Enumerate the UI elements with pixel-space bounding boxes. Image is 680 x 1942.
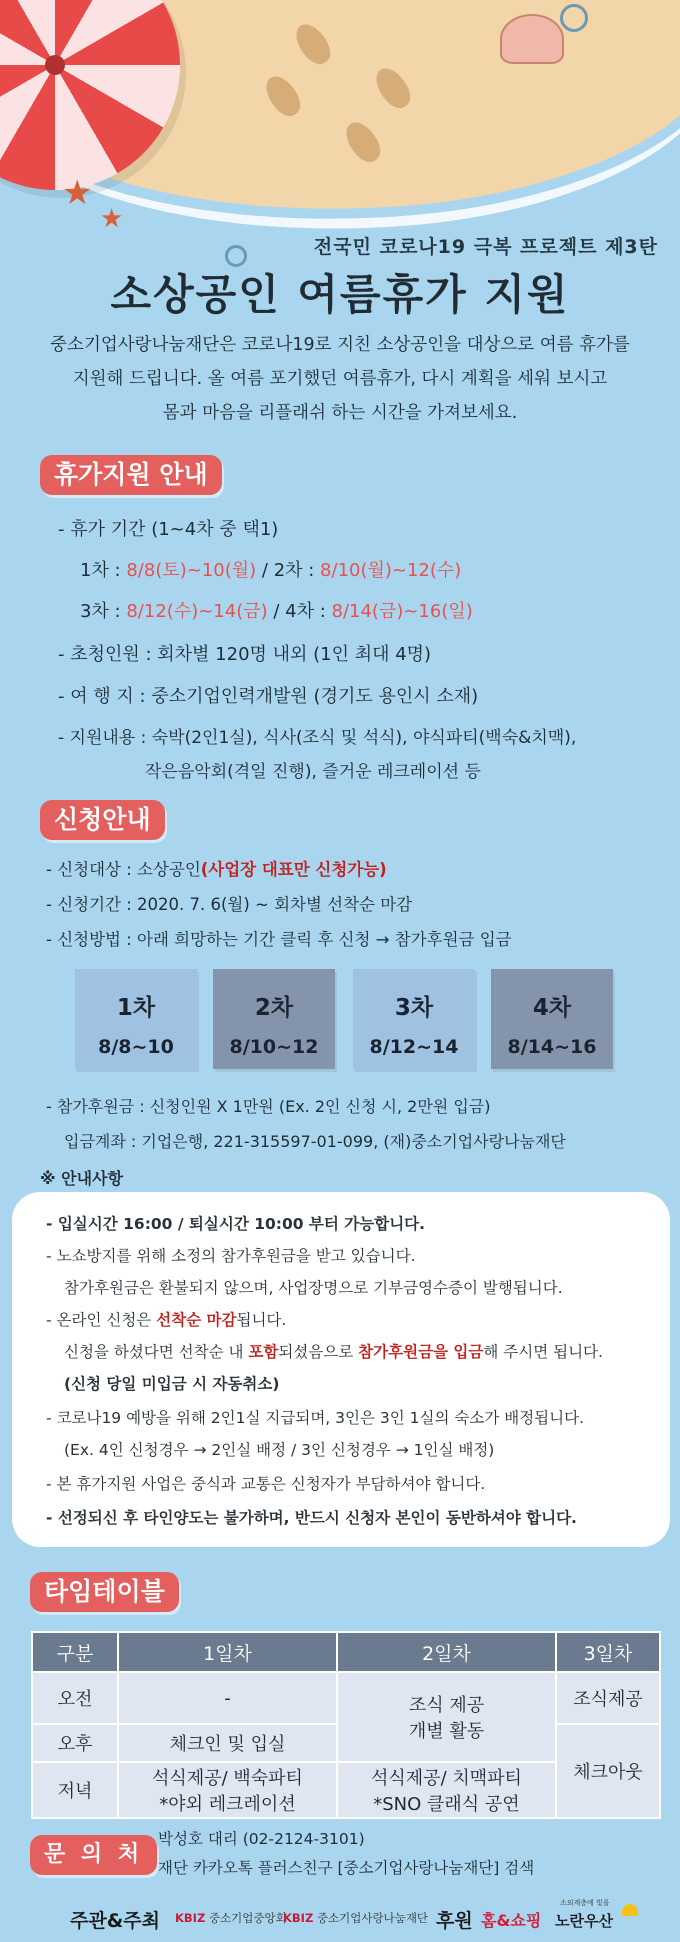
row-header: 오후	[32, 1724, 118, 1762]
column-header: 2일차	[337, 1632, 556, 1672]
round-dates: 8/14(금)~16(일)	[331, 601, 473, 622]
notice-text: - 온라인 신청은	[46, 1311, 157, 1329]
invite-count: - 초청인원 : 회차별 120명 내외 (1인 최대 4명)	[58, 644, 432, 665]
notice-item: - 노쇼방지를 위해 소정의 참가후원금을 받고 있습니다.	[46, 1247, 416, 1265]
contact-kakao: 재단 카카오톡 플러스친구 [중소기업사랑나눔재단] 검색	[158, 1859, 535, 1877]
host-org-2	[283, 1910, 428, 1926]
table-row	[32, 1632, 660, 1672]
page-title: 소상공인 여름휴가 지원	[110, 270, 570, 319]
timetable-heading: 타임테이블	[30, 1572, 179, 1612]
yellow-umbrella-logo: 노란우산	[555, 1912, 613, 1930]
notice-emphasis: 포함	[248, 1343, 279, 1361]
table-cell: 체크아웃	[556, 1724, 660, 1818]
support-heading: 휴가지원 안내	[40, 455, 222, 495]
round-name: 2차	[254, 995, 294, 1021]
round-dates: 8/12(수)~14(금)	[126, 601, 268, 622]
cell-line: 석식제공/ 치맥파티	[371, 1768, 522, 1789]
apply-target-label: - 신청대상 : 소상공인	[46, 860, 201, 879]
support-content: - 지원내용 : 숙박(2인1실), 식사(조식 및 석식), 야식파티(백숙&치맥),	[58, 728, 577, 748]
table-cell: -	[118, 1672, 337, 1724]
apply-fee: - 참가후원금 : 신청인원 X 1만원 (Ex. 2인 신청 시, 2만원 입금)	[46, 1097, 491, 1116]
intro-line: 중소기업사랑나눔재단은 코로나19로 지친 소상공인을 대상으로 여름 휴가를	[50, 335, 630, 355]
notice-item	[46, 1308, 286, 1330]
notice-item: - 코로나19 예방을 위해 2인1실 지급되며, 3인은 3인 1실의 숙소가 배정됩니다.	[46, 1409, 585, 1427]
period-label: - 휴가 기간 (1~4차 중 택1)	[58, 519, 279, 540]
starfish-icon: ★	[100, 204, 124, 234]
cell-line: 개별 활동	[408, 1721, 485, 1742]
cell-line: *야외 레크레이션	[159, 1794, 296, 1815]
kbiz-logo: KBIZ	[175, 1911, 206, 1925]
footer	[0, 1890, 680, 1942]
notice-text: 되셨음으로	[278, 1343, 359, 1361]
round-dates: 8/8~10	[98, 1036, 174, 1058]
table-cell: 조식제공	[556, 1672, 660, 1724]
intro-line: 지원해 드립니다. 올 여름 포기했던 여름휴가, 다시 계획을 세워 보시고	[72, 369, 608, 389]
round-dates: 8/14~16	[507, 1036, 597, 1058]
table-cell: 체크인 및 입실	[118, 1724, 337, 1762]
org-name: 중소기업사랑나눔재단	[316, 1911, 429, 1925]
snail-shell-icon	[560, 4, 588, 32]
round-name: 4차	[532, 995, 572, 1021]
notice-emphasis: 선착순 마감	[156, 1311, 237, 1329]
round-label: / 2차 :	[256, 560, 321, 581]
notice-box	[12, 1192, 670, 1547]
sponsor-label: 후원	[436, 1910, 473, 1932]
column-header: 3일차	[556, 1632, 660, 1672]
round-3-button[interactable]	[353, 969, 475, 1069]
round-label: 3차 :	[80, 601, 127, 622]
round-dates: 8/10~12	[229, 1036, 319, 1058]
round-label: 1차 :	[80, 560, 127, 581]
round-4-button[interactable]	[491, 969, 613, 1069]
rounds-row-2	[80, 597, 473, 623]
apply-heading: 신청안내	[40, 800, 165, 840]
notice-item: 참가후원금은 환불되지 않으며, 사업장명으로 기부금영수증이 발행됩니다.	[64, 1279, 563, 1297]
intro-line: 몸과 마음을 리플래쉬 하는 시간을 가져보세요.	[162, 403, 518, 423]
round-name: 3차	[394, 995, 434, 1021]
notice-item: - 선정되신 후 타인양도는 불가하며, 반드시 신청자 본인이 동반하셔야 합니다.	[46, 1509, 577, 1527]
intro-text	[0, 328, 680, 430]
starfish-icon: ★	[62, 173, 93, 213]
notice-item: (신청 당일 미입금 시 자동취소)	[64, 1375, 280, 1393]
notice-item	[64, 1340, 603, 1362]
round-1-button[interactable]	[75, 969, 197, 1069]
notice-emphasis: 참가후원금을 입금	[358, 1343, 484, 1361]
apply-target	[46, 856, 387, 880]
cell-line: 조식 제공	[408, 1695, 485, 1716]
rounds-row-1	[80, 556, 461, 582]
apply-target-note: (사업장 대표만 신청가능)	[200, 860, 387, 879]
host-label: 주관&주최	[70, 1910, 160, 1932]
bank-account: 입금계좌 : 기업은행, 221-315597-01-099, (재)중소기업사랑나눔재단	[64, 1132, 566, 1151]
org-name: 중소기업중앙회	[208, 1911, 287, 1925]
row-header: 저녁	[32, 1762, 118, 1818]
apply-period: - 신청기간 : 2020. 7. 6(월) ~ 회차별 선착순 마감	[46, 895, 413, 914]
cell-line: 석식제공/ 백숙파티	[152, 1768, 303, 1789]
table-row	[32, 1672, 660, 1724]
round-label: / 4차 :	[267, 601, 332, 622]
homeshopping-logo: 홈&쇼핑	[481, 1911, 542, 1930]
table-cell	[337, 1762, 556, 1818]
notice-text: 됩니다.	[236, 1311, 287, 1329]
kbiz-logo: KBIZ	[283, 1911, 314, 1925]
column-header: 1일차	[118, 1632, 337, 1672]
round-dates: 8/8(토)~10(월)	[126, 560, 257, 581]
timetable	[31, 1631, 661, 1819]
yellow-umbrella-tagline: 소외계층에 빛을	[560, 1899, 610, 1907]
contact-phone: 박성호 대리 (02-2124-3101)	[158, 1830, 365, 1848]
notice-text: 신청을 하셨다면 선착순 내	[64, 1343, 249, 1361]
support-content-cont: 작은음악회(격일 진행), 즐거운 레크레이션 등	[145, 762, 481, 782]
notice-item: - 입실시간 16:00 / 퇴실시간 10:00 부터 가능합니다.	[46, 1215, 426, 1233]
seashell-icon	[500, 14, 564, 64]
table-cell	[337, 1672, 556, 1762]
travel-place: - 여 행 지 : 중소기업인력개발원 (경기도 용인시 소재)	[58, 686, 479, 707]
column-header: 구분	[32, 1632, 118, 1672]
page-subtitle: 전국민 코로나19 극복 프로젝트 제3탄	[313, 236, 658, 258]
round-2-button[interactable]	[213, 969, 335, 1069]
apply-method: - 신청방법 : 아래 희망하는 기간 클릭 후 신청 → 참가후원금 입금	[46, 930, 512, 949]
host-org-1	[175, 1910, 287, 1926]
table-cell	[118, 1762, 337, 1818]
notice-heading: ※ 안내사항	[40, 1169, 123, 1188]
round-dates: 8/10(월)~12(수)	[320, 560, 462, 581]
umbrella-icon	[622, 1904, 638, 1916]
round-dates: 8/12~14	[369, 1036, 459, 1058]
notice-item: - 본 휴가지원 사업은 중식과 교통은 신청자가 부담하셔야 합니다.	[46, 1475, 486, 1493]
contact-heading: 문 의 처	[30, 1835, 157, 1875]
cell-line: *SNO 클래식 공연	[373, 1794, 520, 1815]
notice-text: 해 주시면 됩니다.	[483, 1343, 603, 1361]
notice-item: (Ex. 4인 신청경우 → 2인실 배정 / 3인 신청경우 → 1인실 배정)	[64, 1441, 495, 1459]
row-header: 오전	[32, 1672, 118, 1724]
round-name: 1차	[116, 995, 156, 1021]
